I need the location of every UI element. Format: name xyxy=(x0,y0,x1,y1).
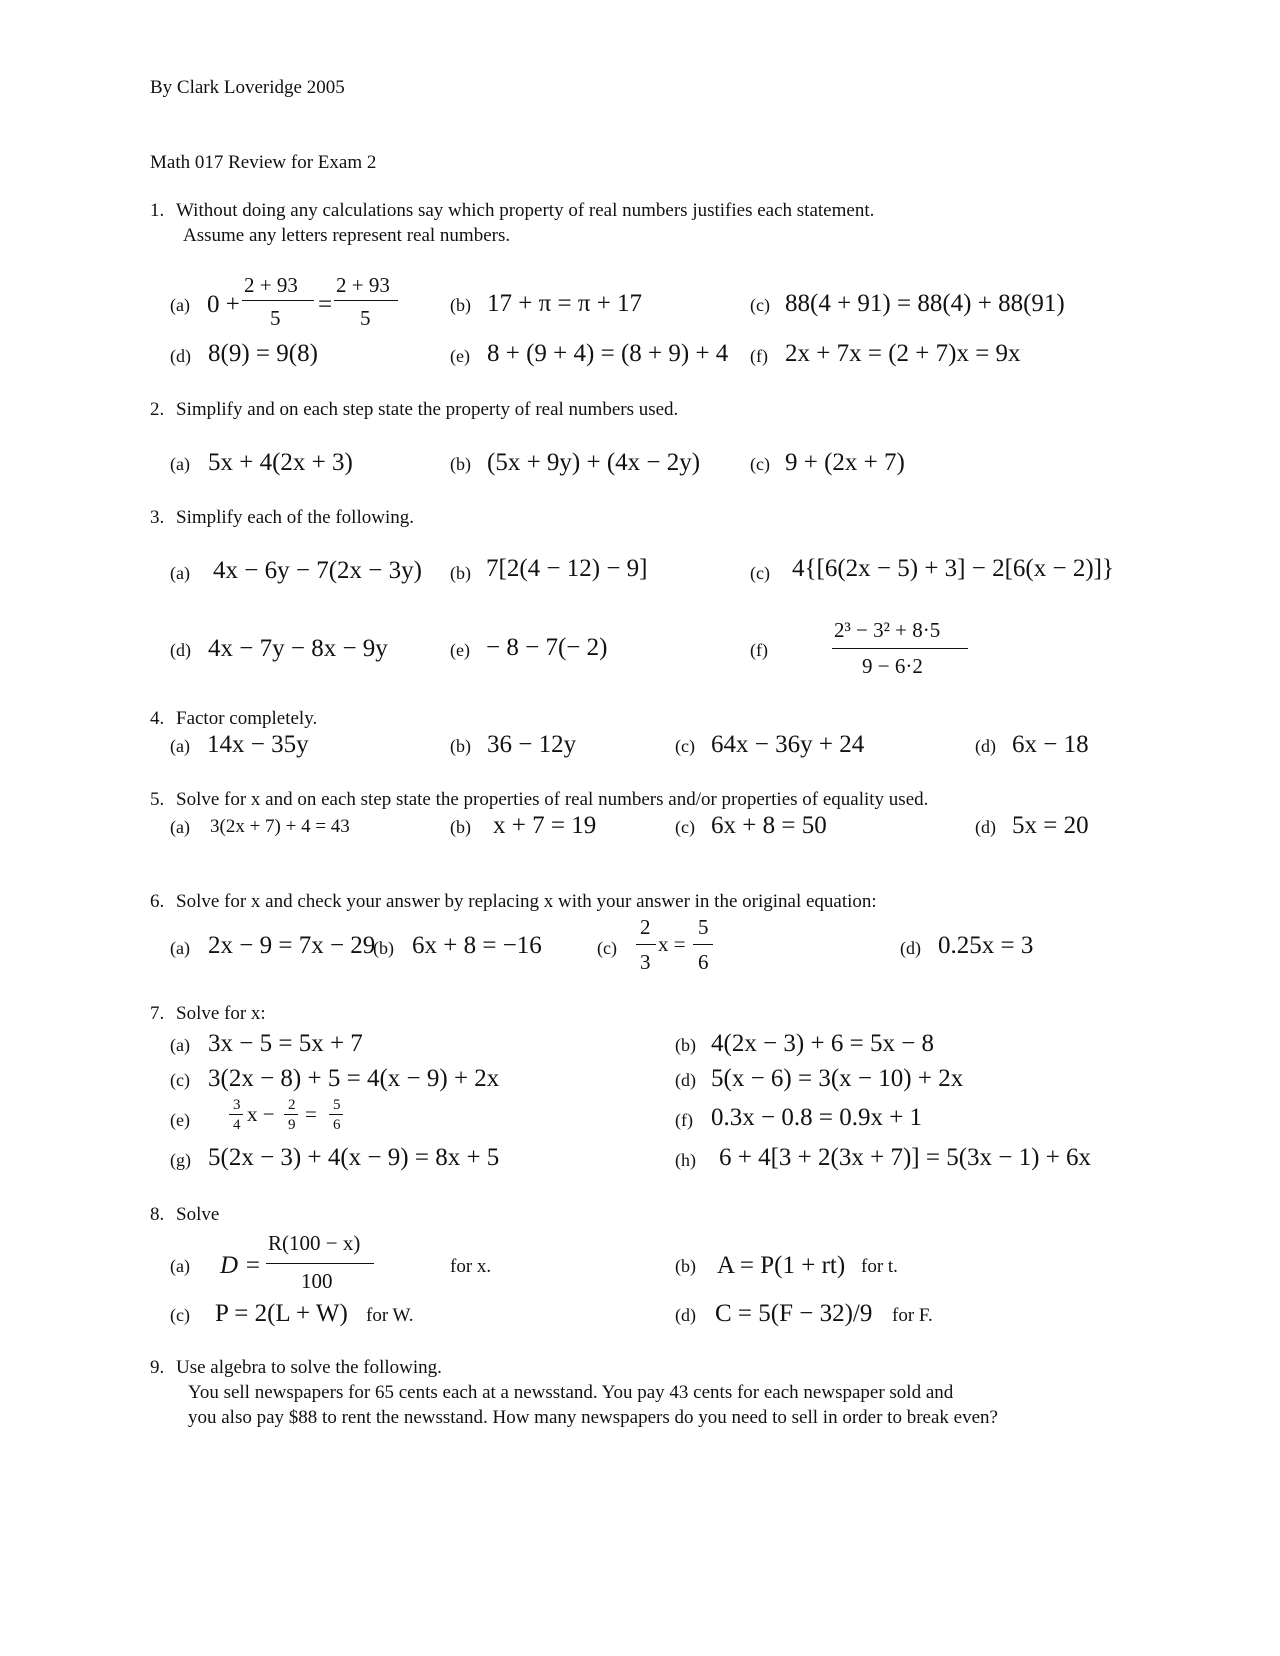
solve-for-note: for F. xyxy=(892,1305,933,1326)
fraction-numerator: 5 xyxy=(698,915,709,939)
part-label: (a) xyxy=(170,736,190,756)
math-expression: D = xyxy=(220,1252,262,1279)
part-label: (b) xyxy=(675,1035,696,1055)
fraction-bar xyxy=(266,1263,374,1264)
author-line: By Clark Loveridge 2005 xyxy=(150,77,345,98)
math-expression: 4{[6(2x − 5) + 3] − 2[6(x − 2)]} xyxy=(792,555,1114,582)
math-expression: 64x − 36y + 24 xyxy=(711,731,865,758)
fraction-bar xyxy=(693,944,713,945)
part-label: (b) xyxy=(450,563,471,583)
part-label: (b) xyxy=(450,454,471,474)
fraction-denominator: 6 xyxy=(333,1117,341,1133)
part-label: (c) xyxy=(675,736,695,756)
part-label: (c) xyxy=(675,817,695,837)
question-text: Use algebra to solve the following. xyxy=(176,1357,442,1378)
part-label: (b) xyxy=(373,938,394,958)
question-text: Simplify and on each step state the property of real numbers used. xyxy=(176,399,679,420)
part-label: (c) xyxy=(170,1305,190,1325)
equals-sign: = xyxy=(305,1102,317,1126)
math-expression: 0.3x − 0.8 = 0.9x + 1 xyxy=(711,1104,923,1131)
part-label: (e) xyxy=(450,640,470,660)
question-number: 5. xyxy=(150,789,165,810)
question-text: Without doing any calculations say which property of real numbers justifies each statement. xyxy=(176,200,875,221)
question-text: Solve for x: xyxy=(176,1003,266,1024)
math-expression: 4(2x − 3) + 6 = 5x − 8 xyxy=(711,1030,935,1057)
math-expression: 14x − 35y xyxy=(207,731,309,758)
math-expression: 6x − 18 xyxy=(1012,731,1089,758)
math-expression: 6x + 8 = 50 xyxy=(711,812,827,839)
question-number: 8. xyxy=(150,1204,165,1225)
fraction-denominator: 100 xyxy=(301,1269,333,1293)
math-expression: x + 7 = 19 xyxy=(493,812,597,839)
part-label: (c) xyxy=(750,454,770,474)
part-label: (c) xyxy=(750,295,770,315)
part-label: (c) xyxy=(750,563,770,583)
part-label: (e) xyxy=(170,1110,190,1130)
solve-for-note: for W. xyxy=(366,1305,414,1326)
fraction-bar xyxy=(329,1114,343,1115)
part-label: (a) xyxy=(170,454,190,474)
fraction-bar xyxy=(334,300,398,301)
math-expression: 2x + 7x = (2 + 7)x = 9x xyxy=(785,340,1021,367)
part-label: (g) xyxy=(170,1150,191,1170)
fraction-numerator: 5 xyxy=(333,1097,341,1113)
question-number: 7. xyxy=(150,1003,165,1024)
fraction-bar xyxy=(242,300,314,301)
part-label: (f) xyxy=(750,640,768,660)
question-number: 9. xyxy=(150,1357,165,1378)
part-label: (d) xyxy=(170,640,191,660)
part-label: (d) xyxy=(975,736,996,756)
part-label: (c) xyxy=(597,938,617,958)
question-number: 4. xyxy=(150,708,165,729)
fraction-denominator: 5 xyxy=(270,306,281,330)
fraction-denominator: 9 − 6·2 xyxy=(862,654,923,678)
math-expression: − 8 − 7(− 2) xyxy=(486,634,608,661)
math-expression: 8 + (9 + 4) = (8 + 9) + 4 xyxy=(487,340,729,367)
fraction-bar xyxy=(284,1114,298,1115)
question-number: 6. xyxy=(150,891,165,912)
math-expression: 6x + 8 = −16 xyxy=(412,932,542,959)
question-text-line-2: Assume any letters represent real numbers. xyxy=(183,225,511,246)
part-label: (a) xyxy=(170,1035,190,1055)
fraction-denominator: 3 xyxy=(640,950,651,974)
question-text: Simplify each of the following. xyxy=(176,507,414,528)
question-text: Solve for x and on each step state the properties of real numbers and/or properties of equality used. xyxy=(176,789,929,810)
fraction-numerator: 2 + 93 xyxy=(336,273,390,297)
math-expression: 5x + 4(2x + 3) xyxy=(208,449,353,476)
part-label: (a) xyxy=(170,1256,190,1276)
math-expression: A = P(1 + rt) xyxy=(717,1252,846,1279)
math-expression: 4x − 7y − 8x − 9y xyxy=(208,635,388,662)
part-label: (a) xyxy=(170,817,190,837)
part-label: (d) xyxy=(975,817,996,837)
math-expression: x = xyxy=(658,932,686,956)
part-label: (e) xyxy=(450,346,470,366)
part-label: (d) xyxy=(170,346,191,366)
part-label: (h) xyxy=(675,1150,696,1170)
question-text: Solve xyxy=(176,1204,220,1225)
math-expression: 5x = 20 xyxy=(1012,812,1089,839)
question-number: 3. xyxy=(150,507,165,528)
fraction-denominator: 9 xyxy=(288,1117,296,1133)
math-expression: 2x − 9 = 7x − 29 xyxy=(208,932,376,959)
fraction-bar xyxy=(832,648,968,649)
part-label: (a) xyxy=(170,295,190,315)
question-number: 1. xyxy=(150,200,165,221)
fraction-bar xyxy=(229,1114,243,1115)
part-label: (f) xyxy=(675,1110,693,1130)
math-expression: 9 + (2x + 7) xyxy=(785,449,905,476)
question-text: Solve for x and check your answer by replacing x with your answer in the original equation: xyxy=(176,891,877,912)
question-number: 2. xyxy=(150,399,165,420)
part-label: (b) xyxy=(450,817,471,837)
word-problem-line: you also pay $88 to rent the newsstand. How many newspapers do you need to sell in order to break even? xyxy=(188,1407,998,1428)
math-expression: x − xyxy=(247,1102,275,1126)
fraction-numerator: R(100 − x) xyxy=(268,1231,361,1255)
fraction-numerator: 3 xyxy=(233,1097,241,1113)
math-expression: 88(4 + 91) = 88(4) + 88(91) xyxy=(785,290,1065,317)
fraction-denominator: 6 xyxy=(698,950,709,974)
fraction-numerator: 2³ − 3² + 8·5 xyxy=(834,618,941,642)
fraction-bar xyxy=(636,944,656,945)
fraction-numerator: 2 + 93 xyxy=(244,273,298,297)
part-label: (b) xyxy=(675,1256,696,1276)
fraction-denominator: 5 xyxy=(360,306,371,330)
math-expression: 6 + 4[3 + 2(3x + 7)] = 5(3x − 1) + 6x xyxy=(719,1144,1092,1171)
solve-for-note: for x. xyxy=(450,1256,492,1277)
math-expression: P = 2(L + W) xyxy=(215,1300,348,1327)
math-expression: 8(9) = 9(8) xyxy=(208,340,318,367)
part-label: (f) xyxy=(750,346,768,366)
math-expression: 17 + π = π + 17 xyxy=(487,290,643,317)
part-label: (d) xyxy=(675,1070,696,1090)
math-expression: 3(2x + 7) + 4 = 43 xyxy=(210,816,350,837)
fraction-denominator: 4 xyxy=(233,1117,241,1133)
part-label: (b) xyxy=(450,295,471,315)
math-expression: (5x + 9y) + (4x − 2y) xyxy=(487,449,701,476)
math-expression: 7[2(4 − 12) − 9] xyxy=(486,555,648,582)
question-text: Factor completely. xyxy=(176,708,318,729)
math-expression: C = 5(F − 32)/9 xyxy=(715,1300,873,1327)
part-label: (b) xyxy=(450,736,471,756)
fraction-numerator: 2 xyxy=(288,1097,296,1113)
part-label: (d) xyxy=(675,1305,696,1325)
equals-sign: = xyxy=(318,291,333,318)
math-expression: 5(x − 6) = 3(x − 10) + 2x xyxy=(711,1065,964,1092)
math-expression: 0 + xyxy=(207,291,240,318)
math-expression: 3x − 5 = 5x + 7 xyxy=(208,1030,363,1057)
part-label: (a) xyxy=(170,938,190,958)
part-label: (c) xyxy=(170,1070,190,1090)
math-expression: 0.25x = 3 xyxy=(938,932,1034,959)
math-expression: 36 − 12y xyxy=(487,731,577,758)
math-expression: 5(2x − 3) + 4(x − 9) = 8x + 5 xyxy=(208,1144,500,1171)
part-label: (d) xyxy=(900,938,921,958)
word-problem-line: You sell newspapers for 65 cents each at a newsstand. You pay 43 cents for each newspaper sold and xyxy=(188,1382,954,1403)
fraction-numerator: 2 xyxy=(640,915,651,939)
page-title: Math 017 Review for Exam 2 xyxy=(150,152,377,173)
part-label: (a) xyxy=(170,563,190,583)
solve-for-note: for t. xyxy=(861,1256,898,1277)
math-expression: 4x − 6y − 7(2x − 3y) xyxy=(213,557,422,584)
math-expression: 3(2x − 8) + 5 = 4(x − 9) + 2x xyxy=(208,1065,500,1092)
